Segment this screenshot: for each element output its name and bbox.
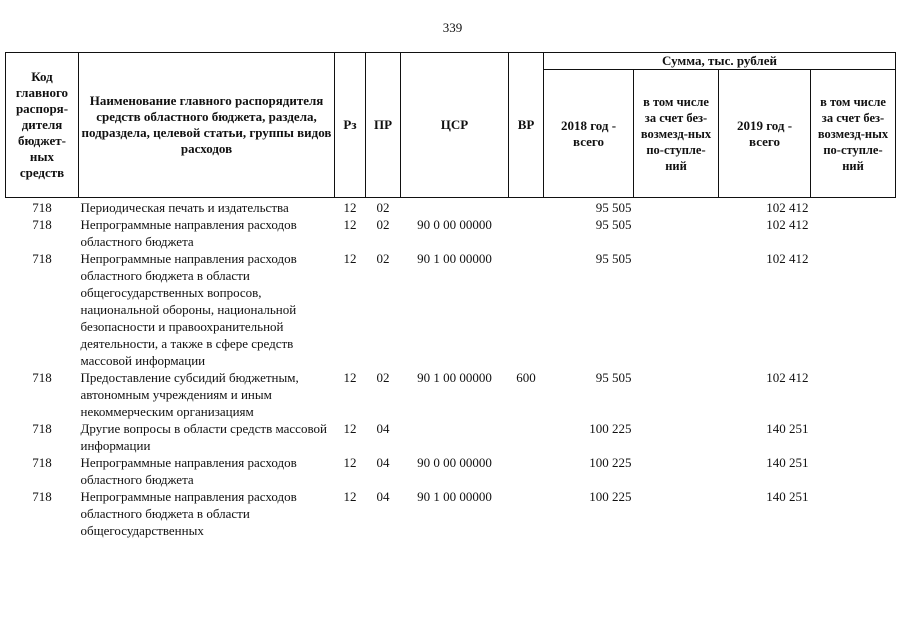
cell-vr xyxy=(509,216,544,250)
cell-2018-free xyxy=(634,369,719,420)
cell-code: 718 xyxy=(32,217,52,232)
cell-code: 718 xyxy=(32,489,52,504)
table-row xyxy=(6,454,896,488)
cell-2018-total: 95 505 xyxy=(595,217,632,232)
header-2018-total: 2018 год - всего xyxy=(544,70,634,198)
cell-rz: 12 xyxy=(343,489,357,504)
cell-vr xyxy=(509,488,544,539)
header-2018-free: в том числе за счет без-возмезд-ных по-ступле-ний xyxy=(634,70,719,198)
cell-vr xyxy=(509,250,544,369)
cell-pr: 02 xyxy=(376,370,390,385)
cell-csr: 90 1 00 00000 xyxy=(417,370,492,385)
cell-pr: 04 xyxy=(376,455,390,470)
cell-rz: 12 xyxy=(343,421,357,436)
table-row xyxy=(6,216,896,250)
cell-vr xyxy=(509,454,544,488)
cell-rz: 12 xyxy=(343,370,357,385)
header-sum-group: Сумма, тыс. рублей xyxy=(544,53,896,70)
cell-2018-free xyxy=(634,454,719,488)
header-code: Код главного распоря-дителя бюджет-ных средств xyxy=(6,53,79,198)
cell-vr xyxy=(509,198,544,217)
cell-code: 718 xyxy=(32,251,52,266)
cell-csr: 90 0 00 00000 xyxy=(417,217,492,232)
cell-2019-free xyxy=(811,198,896,217)
cell-csr: 90 0 00 00000 xyxy=(417,455,492,470)
budget-table xyxy=(5,52,896,539)
cell-2019-total: 140 251 xyxy=(766,455,809,470)
cell-code: 718 xyxy=(32,200,52,215)
table-row xyxy=(6,250,896,369)
cell-2018-total: 95 505 xyxy=(595,251,632,266)
cell-2018-free xyxy=(634,216,719,250)
cell-pr: 02 xyxy=(376,251,390,266)
cell-2018-total: 100 225 xyxy=(589,489,632,504)
cell-rz: 12 xyxy=(343,455,357,470)
cell-csr xyxy=(401,198,509,217)
cell-2019-total: 140 251 xyxy=(766,489,809,504)
cell-2019-free xyxy=(811,420,896,454)
cell-2018-total: 100 225 xyxy=(589,421,632,436)
header-csr: ЦСР xyxy=(401,53,509,198)
header-vr: ВР xyxy=(509,53,544,198)
cell-2019-free xyxy=(811,216,896,250)
cell-pr: 04 xyxy=(376,489,390,504)
cell-2018-free xyxy=(634,488,719,539)
cell-2019-total: 102 412 xyxy=(766,217,809,232)
cell-vr xyxy=(509,420,544,454)
cell-rz: 12 xyxy=(343,217,357,232)
header-rz: Рз xyxy=(335,53,366,198)
cell-code: 718 xyxy=(32,455,52,470)
cell-name: Другие вопросы в области средств массовой информации xyxy=(80,421,327,453)
cell-2019-free xyxy=(811,488,896,539)
cell-2018-total: 95 505 xyxy=(595,200,632,215)
cell-code: 718 xyxy=(32,370,52,385)
cell-2019-total: 102 412 xyxy=(766,370,809,385)
page-number: 339 xyxy=(442,20,463,35)
cell-name: Периодическая печать и издательства xyxy=(80,200,289,215)
cell-name: Предоставление субсидий бюджетным, автономным учреждениям и иным некоммерческим организациям xyxy=(80,370,299,419)
cell-code: 718 xyxy=(32,421,52,436)
cell-pr: 02 xyxy=(376,217,390,232)
cell-csr: 90 1 00 00000 xyxy=(417,251,492,266)
table-row xyxy=(6,369,896,420)
table-row xyxy=(6,420,896,454)
cell-2019-free xyxy=(811,250,896,369)
header-name: Наименование главного распорядителя средств областного бюджета, раздела, подраздела, целевой статьи, группы видов расходов xyxy=(79,53,335,198)
cell-2018-free xyxy=(634,250,719,369)
header-2019-total: 2019 год - всего xyxy=(719,70,811,198)
cell-2019-free xyxy=(811,454,896,488)
header-2019-free: в том числе за счет без-возмезд-ных по-ступле-ний xyxy=(811,70,896,198)
cell-pr: 02 xyxy=(376,200,390,215)
cell-2018-free xyxy=(634,198,719,217)
cell-vr: 600 xyxy=(516,370,536,385)
cell-rz: 12 xyxy=(343,251,357,266)
table-row xyxy=(6,488,896,539)
table-row xyxy=(6,198,896,217)
cell-name: Непрограммные направления расходов областного бюджета в области общегосударственных вопросов, национальной обороны, национальной безопасности и правоохранительной деятельности, а также в сфере средств массовой информации xyxy=(80,251,297,368)
cell-2019-total: 102 412 xyxy=(766,200,809,215)
cell-2018-total: 100 225 xyxy=(589,455,632,470)
header-pr: ПР xyxy=(366,53,401,198)
cell-name: Непрограммные направления расходов областного бюджета в области общегосударственных xyxy=(80,489,297,538)
cell-csr: 90 1 00 00000 xyxy=(417,489,492,504)
cell-csr xyxy=(401,420,509,454)
cell-2019-total: 140 251 xyxy=(766,421,809,436)
cell-rz: 12 xyxy=(343,200,357,215)
cell-pr: 04 xyxy=(376,421,390,436)
cell-name: Непрограммные направления расходов областного бюджета xyxy=(80,455,297,487)
cell-2018-total: 95 505 xyxy=(595,370,632,385)
cell-2018-free xyxy=(634,420,719,454)
cell-name: Непрограммные направления расходов областного бюджета xyxy=(80,217,297,249)
cell-2019-free xyxy=(811,369,896,420)
cell-2019-total: 102 412 xyxy=(766,251,809,266)
